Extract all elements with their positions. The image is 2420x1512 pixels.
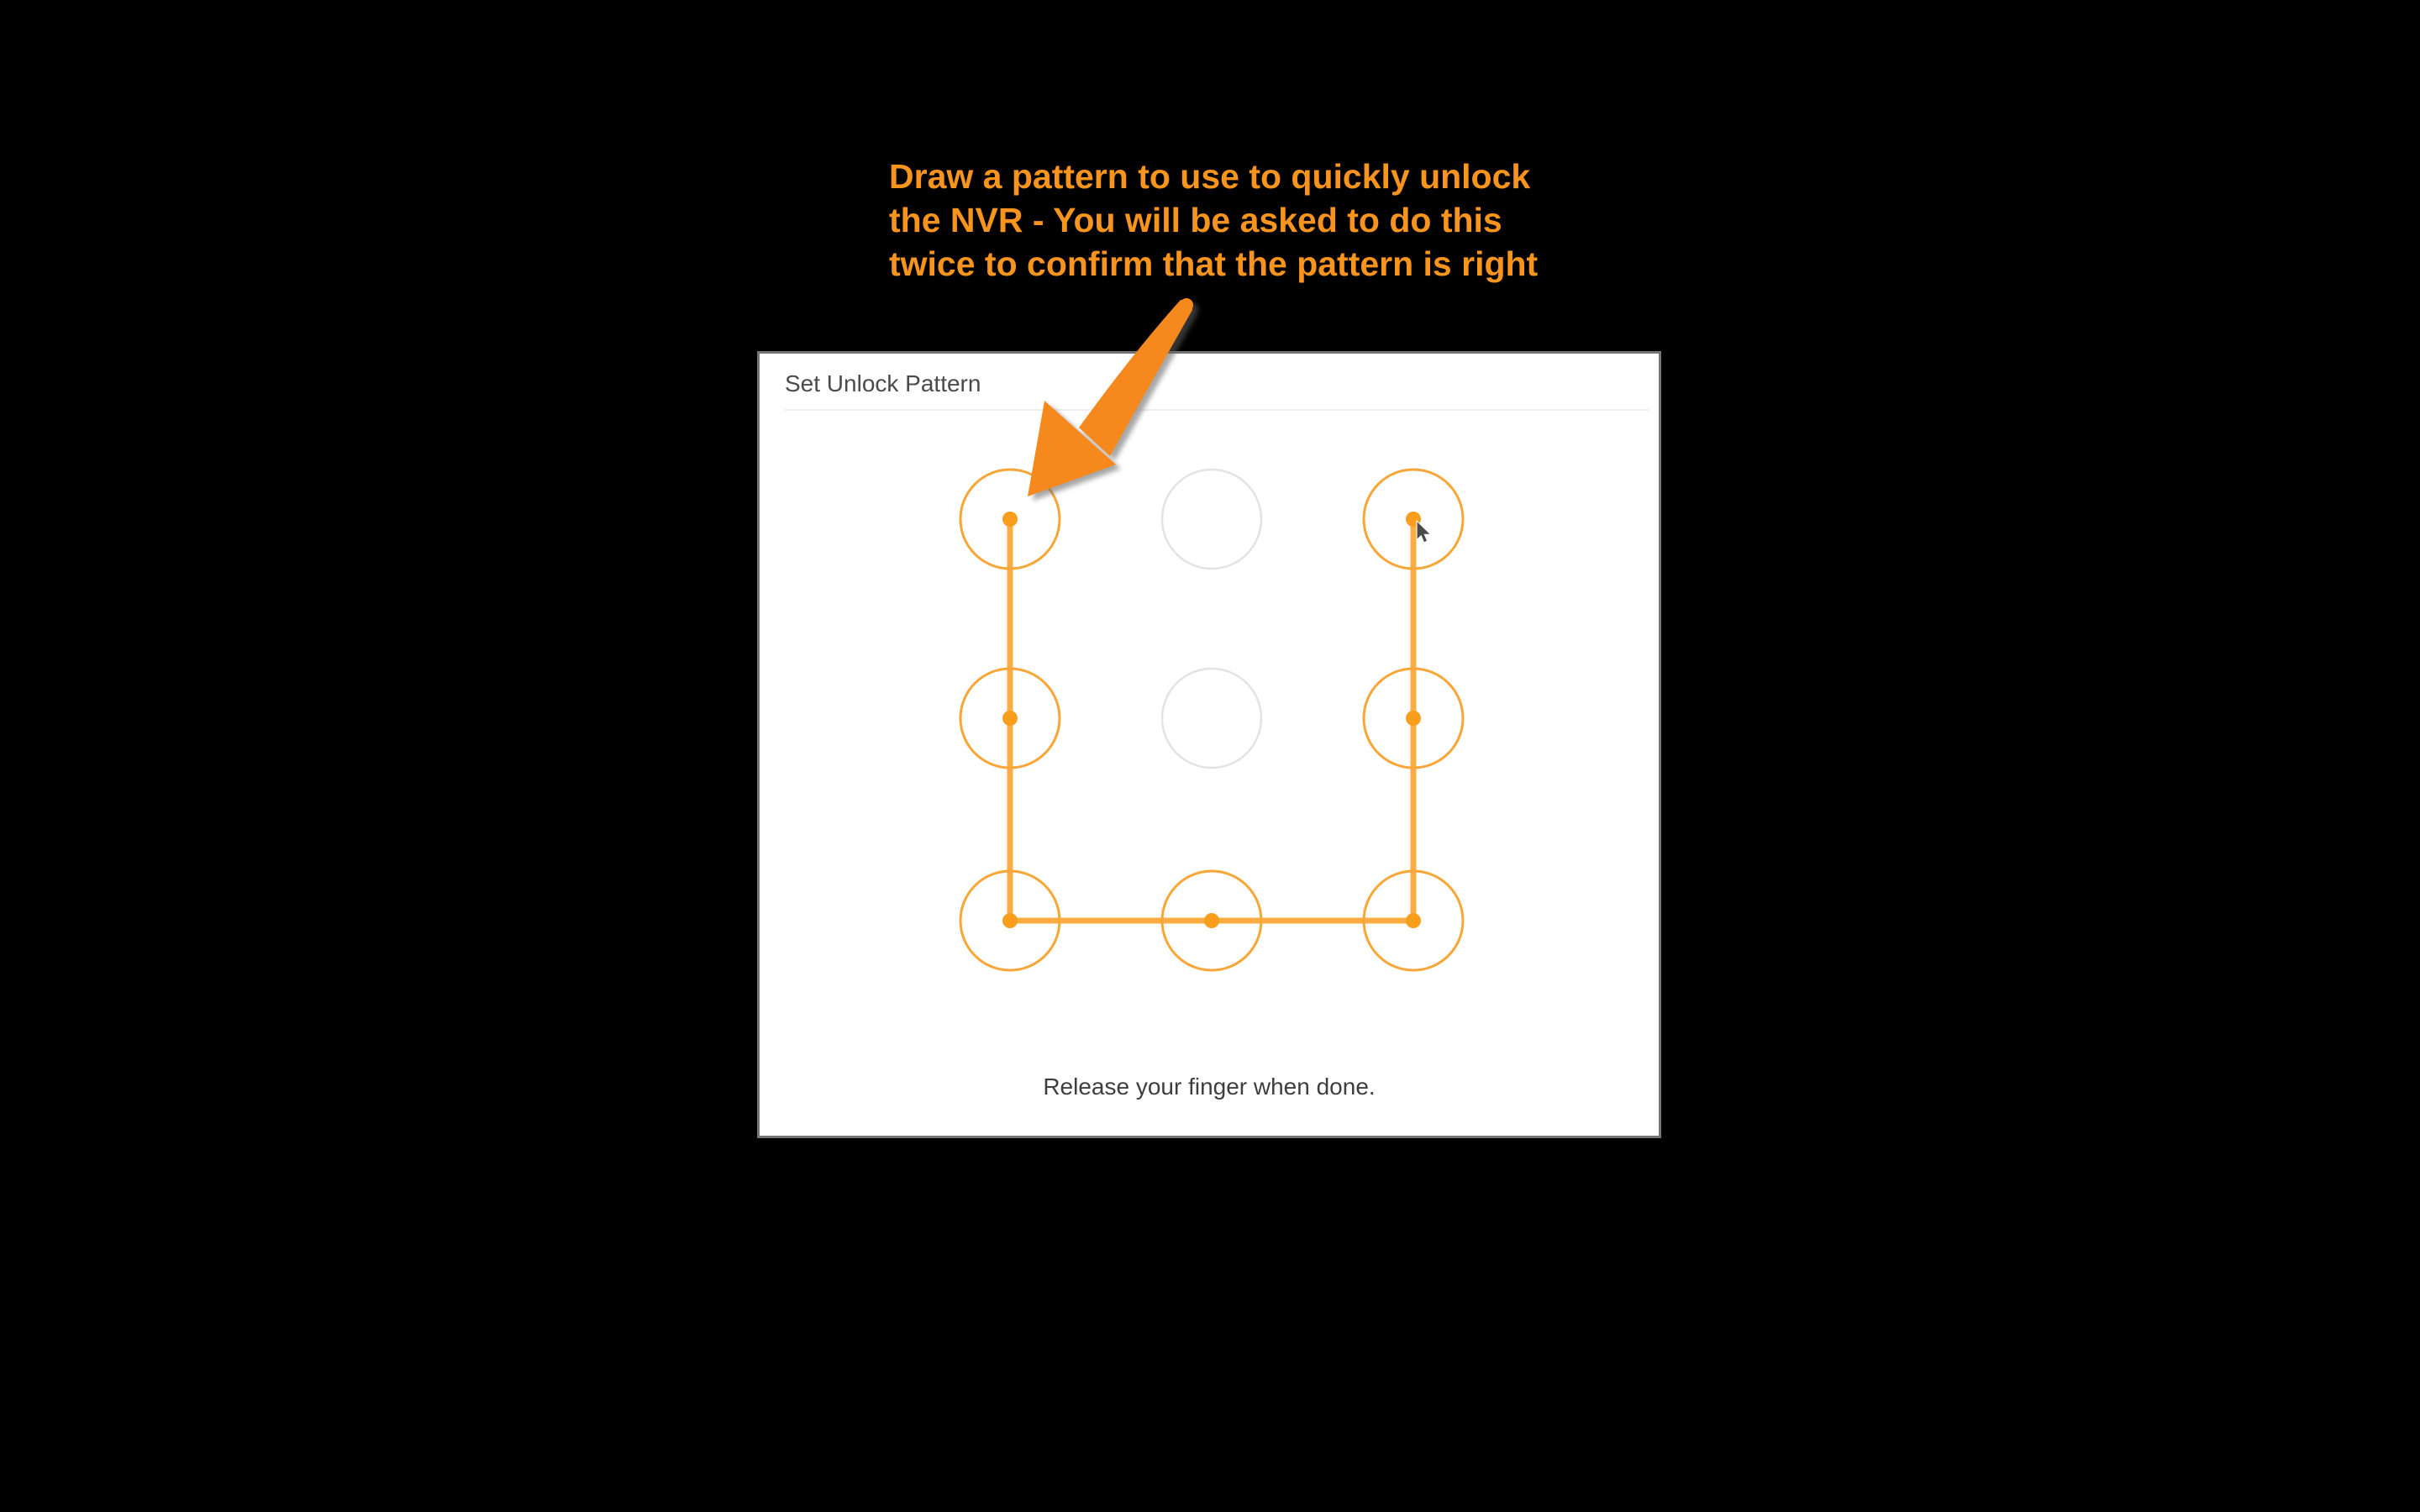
pattern-grid[interactable] xyxy=(960,470,1463,970)
pattern-node-dot-bottom-right xyxy=(1406,913,1421,928)
pattern-node-middle-middle[interactable] xyxy=(1162,669,1261,768)
pattern-node-dot-bottom-left xyxy=(1002,913,1018,928)
mouse-cursor xyxy=(1417,521,1431,543)
pattern-trace-line xyxy=(1010,519,1413,921)
callout-arrow-icon xyxy=(1028,298,1193,496)
pattern-node-dot-top-left xyxy=(1002,512,1018,527)
callout-line-2: the NVR - You will be asked to do this xyxy=(889,201,1502,239)
callout-line-1: Draw a pattern to use to quickly unlock xyxy=(889,157,1531,196)
pattern-node-top-middle[interactable] xyxy=(1162,470,1261,569)
pattern-node-dot-bottom-middle xyxy=(1204,913,1219,928)
dialog-title: Set Unlock Pattern xyxy=(785,370,981,396)
instruction-text: Release your finger when done. xyxy=(1043,1074,1376,1100)
pattern-node-dot-middle-right xyxy=(1406,711,1421,726)
pattern-node-dot-middle-left xyxy=(1002,711,1018,726)
callout-line-3: twice to confirm that the pattern is right xyxy=(889,244,1539,283)
